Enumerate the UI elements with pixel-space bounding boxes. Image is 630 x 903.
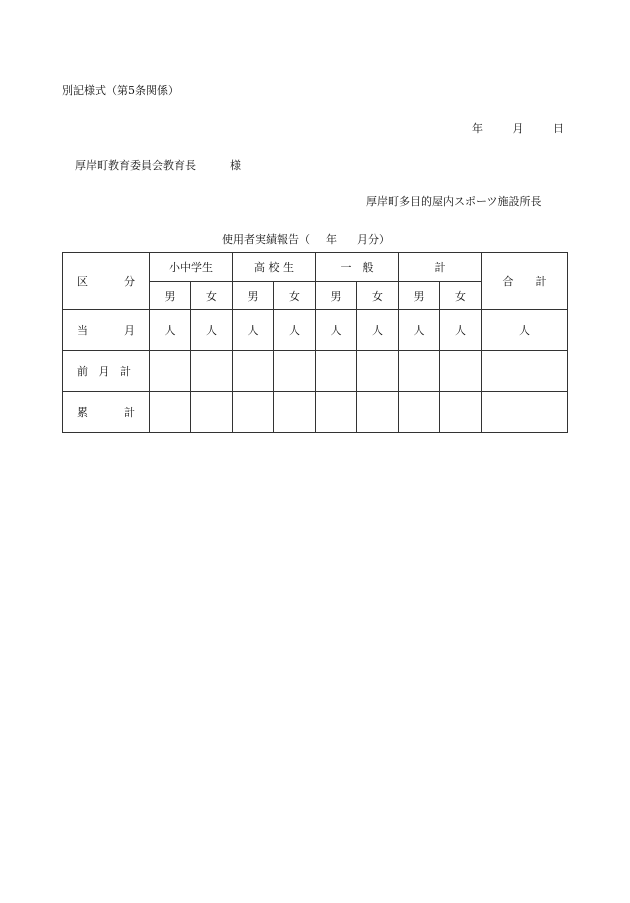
data-cell bbox=[316, 351, 357, 392]
table-row bbox=[63, 351, 568, 392]
addressee bbox=[75, 157, 241, 173]
group-header: 一 般 bbox=[316, 253, 399, 282]
gender-header: 男 bbox=[399, 282, 440, 310]
category-header-right: 分 bbox=[124, 275, 135, 288]
data-cell bbox=[233, 351, 274, 392]
date-day-label: 日 bbox=[553, 122, 564, 135]
data-cell bbox=[357, 351, 399, 392]
unit-cell: 人 bbox=[274, 310, 316, 351]
addressee-honorific: 様 bbox=[230, 159, 241, 172]
total-header-left: 合 bbox=[502, 275, 514, 288]
row-label-previous-month-total bbox=[63, 351, 150, 392]
data-cell bbox=[357, 392, 399, 433]
date-line bbox=[472, 120, 564, 136]
data-cell bbox=[440, 392, 482, 433]
report-title-month: 月分） bbox=[357, 233, 390, 246]
row-label-cumulative-total bbox=[63, 392, 150, 433]
total-header-right: 計 bbox=[535, 275, 547, 288]
gender-header: 女 bbox=[274, 282, 316, 310]
data-cell bbox=[274, 392, 316, 433]
row-label-char: 計 bbox=[124, 406, 135, 419]
group-header: 計 bbox=[399, 253, 482, 282]
unit-cell: 人 bbox=[357, 310, 399, 351]
gender-header: 男 bbox=[150, 282, 191, 310]
row-label-current-month bbox=[63, 310, 150, 351]
report-title-year: 年 bbox=[326, 233, 337, 246]
data-cell bbox=[482, 351, 568, 392]
row-label-char: 月 bbox=[124, 324, 135, 337]
report-title-main: 使用者実績報告（ bbox=[222, 233, 310, 246]
group-header: 小中学生 bbox=[150, 253, 233, 282]
total-header bbox=[482, 253, 568, 310]
gender-header: 女 bbox=[440, 282, 482, 310]
date-month-label: 月 bbox=[512, 122, 524, 135]
form-label: 別記様式（第5条関係） bbox=[62, 84, 179, 97]
table-header-row bbox=[63, 253, 568, 282]
data-cell bbox=[150, 392, 191, 433]
category-header bbox=[63, 253, 150, 310]
date-year-label: 年 bbox=[472, 122, 483, 135]
category-header-left: 区 bbox=[77, 275, 88, 288]
data-cell bbox=[316, 392, 357, 433]
row-label-char: 当 bbox=[77, 324, 88, 337]
unit-cell: 人 bbox=[150, 310, 191, 351]
row-label-char: 前 bbox=[77, 365, 88, 378]
usage-report-table bbox=[62, 252, 568, 433]
gender-header: 男 bbox=[316, 282, 357, 310]
unit-cell: 人 bbox=[482, 310, 568, 351]
data-cell bbox=[191, 392, 233, 433]
table-row bbox=[63, 392, 568, 433]
data-cell bbox=[440, 351, 482, 392]
row-label-char: 計 bbox=[120, 365, 131, 378]
sender: 厚岸町多目的屋内スポーツ施設所長 bbox=[366, 195, 542, 208]
addressee-name: 厚岸町教育委員会教育長 bbox=[75, 159, 196, 172]
row-label-char: 累 bbox=[77, 406, 88, 419]
unit-cell: 人 bbox=[316, 310, 357, 351]
unit-cell: 人 bbox=[440, 310, 482, 351]
group-header: 高 校 生 bbox=[233, 253, 316, 282]
data-cell bbox=[274, 351, 316, 392]
unit-cell: 人 bbox=[233, 310, 274, 351]
data-cell bbox=[191, 351, 233, 392]
gender-header: 女 bbox=[191, 282, 233, 310]
data-cell bbox=[233, 392, 274, 433]
table-row bbox=[63, 310, 568, 351]
report-title bbox=[222, 231, 390, 247]
data-cell bbox=[399, 351, 440, 392]
row-label-char: 月 bbox=[98, 365, 110, 378]
gender-header: 女 bbox=[357, 282, 399, 310]
gender-header: 男 bbox=[233, 282, 274, 310]
data-cell bbox=[399, 392, 440, 433]
unit-cell: 人 bbox=[191, 310, 233, 351]
data-cell bbox=[150, 351, 191, 392]
data-cell bbox=[482, 392, 568, 433]
unit-cell: 人 bbox=[399, 310, 440, 351]
